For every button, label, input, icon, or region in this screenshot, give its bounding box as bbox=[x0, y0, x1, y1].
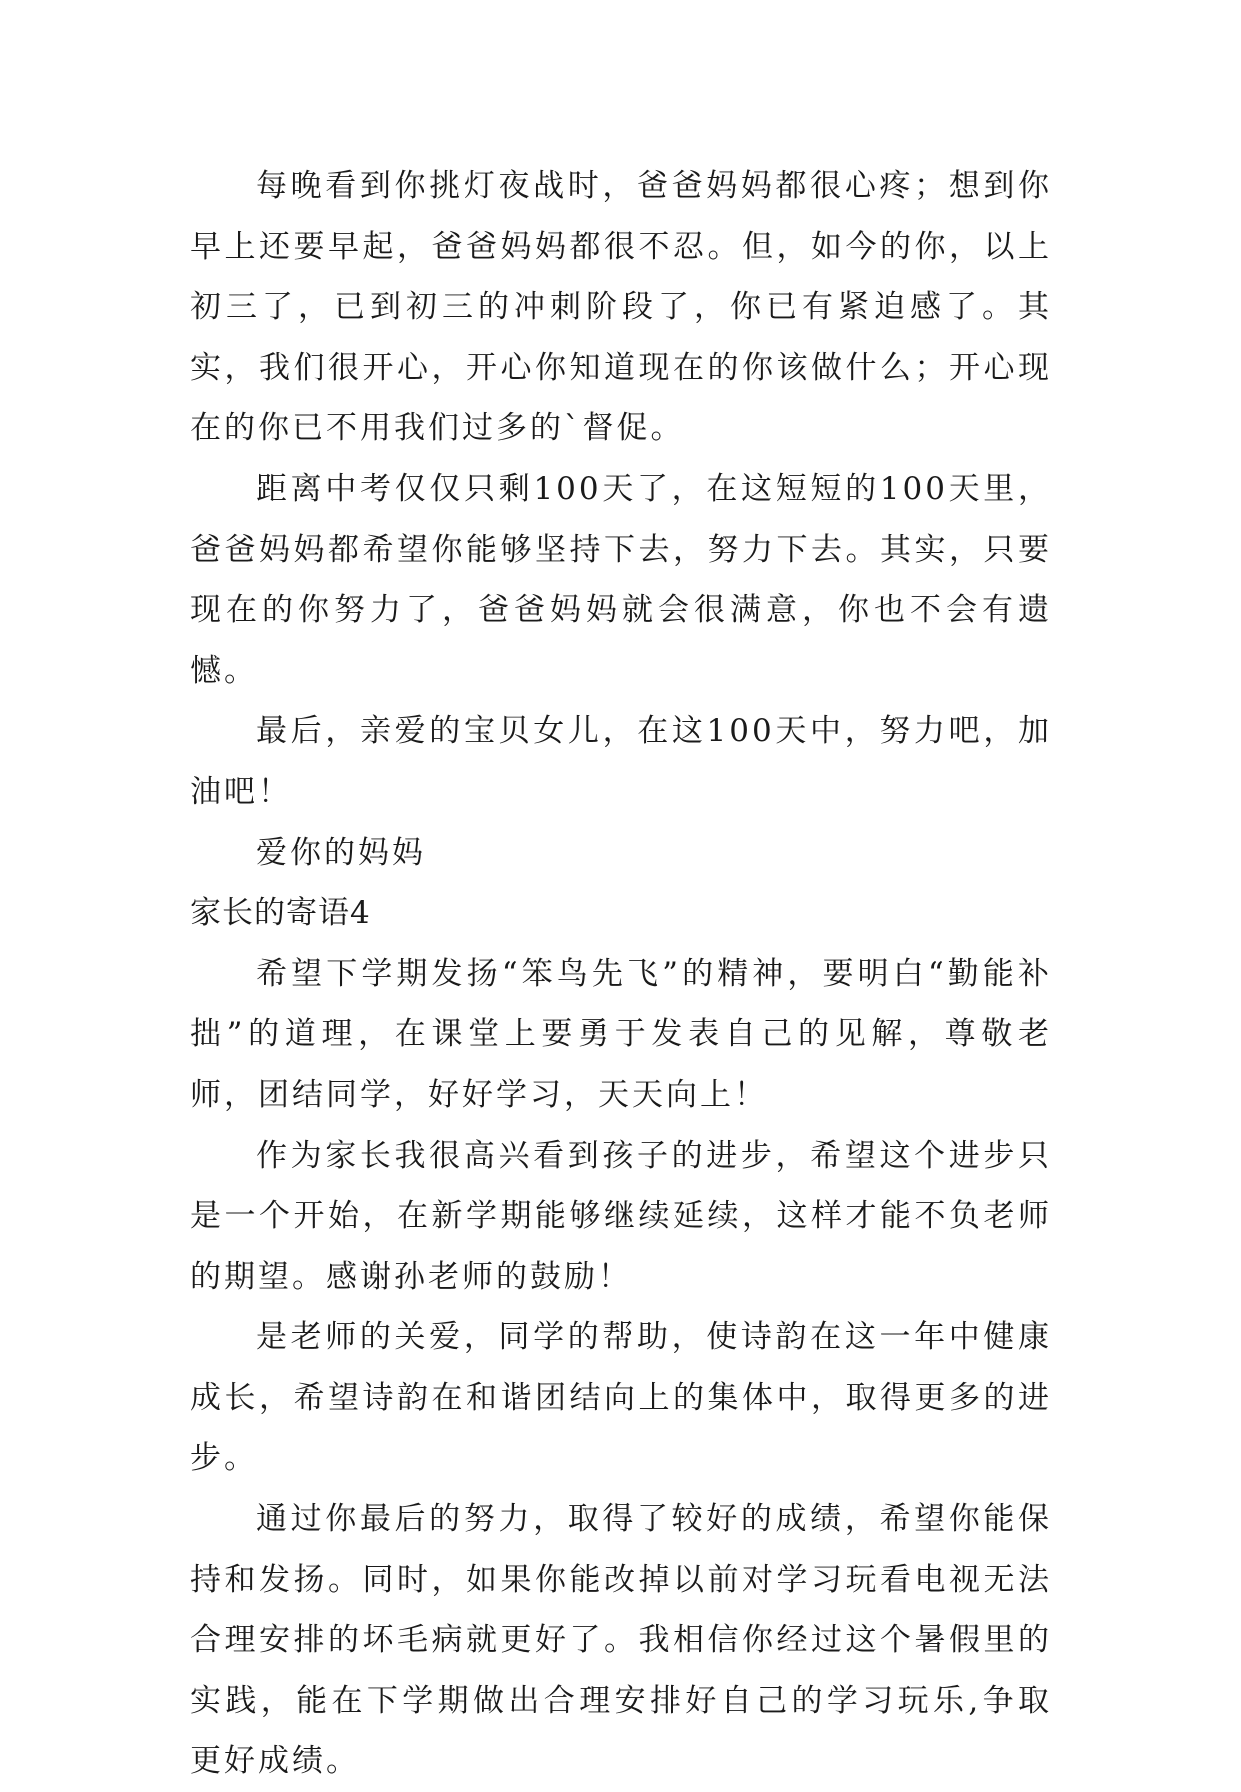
paragraph-late-night-study: 每晚看到你挑灯夜战时，爸爸妈妈都很心疼；想到你早上还要早起，爸爸妈妈都很不忍。但，如今的你，以上初三了，已到初三的冲刺阶段了，你已有紧迫感了。其实，我们很开心，开心你知道现在的你该做什么；开心现在的你已不用我们过多的`督促。 bbox=[190, 168, 1052, 447]
section-heading: 家长的寄语4 bbox=[190, 895, 371, 932]
paragraph-final-encouragement: 最后，亲爱的宝贝女儿，在这100天中，努力吧，加油吧！ bbox=[190, 713, 1052, 810]
paragraph-early-bird-spirit: 希望下学期发扬“笨鸟先飞”的精神，要明白“勤能补拙”的道理，在课堂上要勇于发表自己的见解，尊敬老师，团结同学，好好学习，天天向上！ bbox=[190, 955, 1052, 1113]
paragraph-keep-improving: 通过你最后的努力，取得了较好的成绩，希望你能保持和发扬。同时，如果你能改掉以前对学习玩看电视无法合理安排的坏毛病就更好了。我相信你经过这个暑假里的实践，能在下学期做出合理安排好自己的学习玩乐,争取更好成绩。 bbox=[190, 1501, 1052, 1780]
paragraph-progress-thanks: 作为家长我很高兴看到孩子的进步，希望这个进步只是一个开始，在新学期能够继续延续，这样才能不负老师的期望。感谢孙老师的鼓励！ bbox=[190, 1137, 1052, 1295]
paragraph-100-days-left: 距离中考仅仅只剩100天了，在这短短的100天里，爸爸妈妈都希望你能够坚持下去，努力下去。其实，只要现在的你努力了，爸爸妈妈就会很满意，你也不会有遗憾。 bbox=[190, 470, 1052, 689]
document-body bbox=[190, 156, 1052, 1792]
signature-mom: 爱你的妈妈 bbox=[256, 834, 426, 871]
paragraph-teacher-care: 是老师的关爱，同学的帮助，使诗韵在这一年中健康成长，希望诗韵在和谐团结向上的集体中，取得更多的进步。 bbox=[190, 1319, 1052, 1477]
